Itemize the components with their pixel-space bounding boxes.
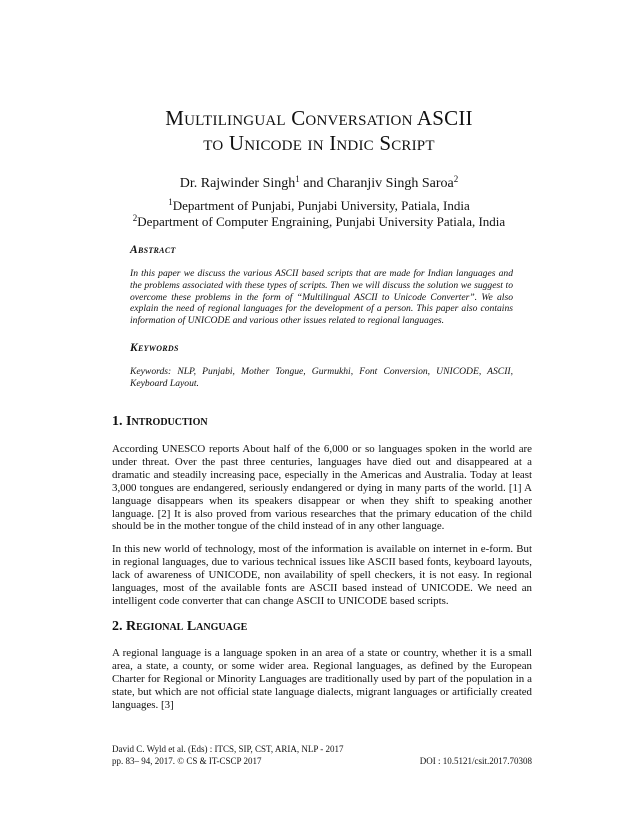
author-2-affil-mark: 2 (453, 174, 459, 184)
keywords-text: Keywords: NLP, Punjabi, Mother Tongue, Gurmukhi, Font Conversion, UNICODE, ASCII, Keyboard Layout. (130, 366, 513, 389)
abstract-text: In this paper we discuss the various ASCII based scripts that are made for Indian languages and the problems associated with these types of scripts. Then we will discuss the solution we suggest to overcome these problems in the form of “Multilingual ASCII to Unicode Converter”. We also explain the need of regional languages for the development of a person. This paper also contains information of UNICODE and various other issues related to regional languages. (130, 268, 513, 327)
author-join: and (299, 176, 327, 191)
affiliation-2 (0, 214, 638, 230)
footer-doi: DOI : 10.5121/csit.2017.70308 (419, 756, 532, 766)
affiliation-1-mark: 1 (168, 197, 173, 207)
footer-proceedings-line: David C. Wyld et al. (Eds) : ITCS, SIP, CST, ARIA, NLP - 2017 (112, 744, 344, 754)
regional-language-paragraph-1: A regional language is a language spoken in an area of a state or country, whether it is a small area, a state, a county, or some wider area. Regional languages, as defined by the European Charter for Regional or Minority Languages are traditionally used by part of the population in a state, but which are not official state language dialects, migrant languages or artificially created languages. [3] (112, 647, 532, 711)
affiliation-1 (0, 198, 638, 214)
introduction-paragraph-2: In this new world of technology, most of the information is available on internet in e-form. But in regional languages, due to various technical issues like ASCII based fonts, keyboard layouts, lack of awareness of UNICODE, non availability of spell checkers, it is not easy. In regional languages, most of the available fonts are ASCII based instead of UNICODE. We need an intelligent code converter that can change ASCII to UNICODE based scripts. (112, 543, 532, 607)
section-heading-regional-language: 2. Regional Language (112, 619, 248, 634)
paper-title-line-1: Multilingual Conversation ASCII (165, 106, 473, 130)
author-line (0, 176, 638, 192)
paper-title-line-2: to Unicode in Indic Script (203, 131, 435, 155)
affiliation-1-text: Department of Punjabi, Punjabi University, Patiala, India (172, 198, 470, 213)
footer-pages-copyright: pp. 83– 94, 2017. © CS & IT-CSCP 2017 (112, 756, 262, 766)
author-2: Charanjiv Singh Saroa (326, 176, 454, 191)
keywords-heading: Keywords (130, 342, 179, 354)
affiliation-2-mark: 2 (132, 213, 138, 223)
author-1: Dr. Rajwinder Singh (179, 176, 296, 191)
affiliation-2-text: Department of Computer Engraining, Punjabi University Patiala, India (137, 214, 506, 229)
introduction-paragraph-1: According UNESCO reports About half of the 6,000 or so languages spoken in the world are under threat. Over the past three centuries, languages have died out and disappeared at a dramatic and steadily increasing pace, especially in the Americas and Australia. Today at least 3,000 tongues are endangered, seriously endangered or dying in many parts of the world. [1] A language disappears when its speakers disappear or when they shift to speaking another language. [2] It is also proved from various researches that the primary education of the child should be in the mother tongue of the child instead of in any other language. (112, 443, 532, 533)
author-1-affil-mark: 1 (295, 174, 300, 184)
footer-citation-line (112, 755, 532, 767)
section-heading-introduction: 1. Introduction (112, 414, 208, 429)
abstract-heading: Abstract (130, 244, 176, 256)
